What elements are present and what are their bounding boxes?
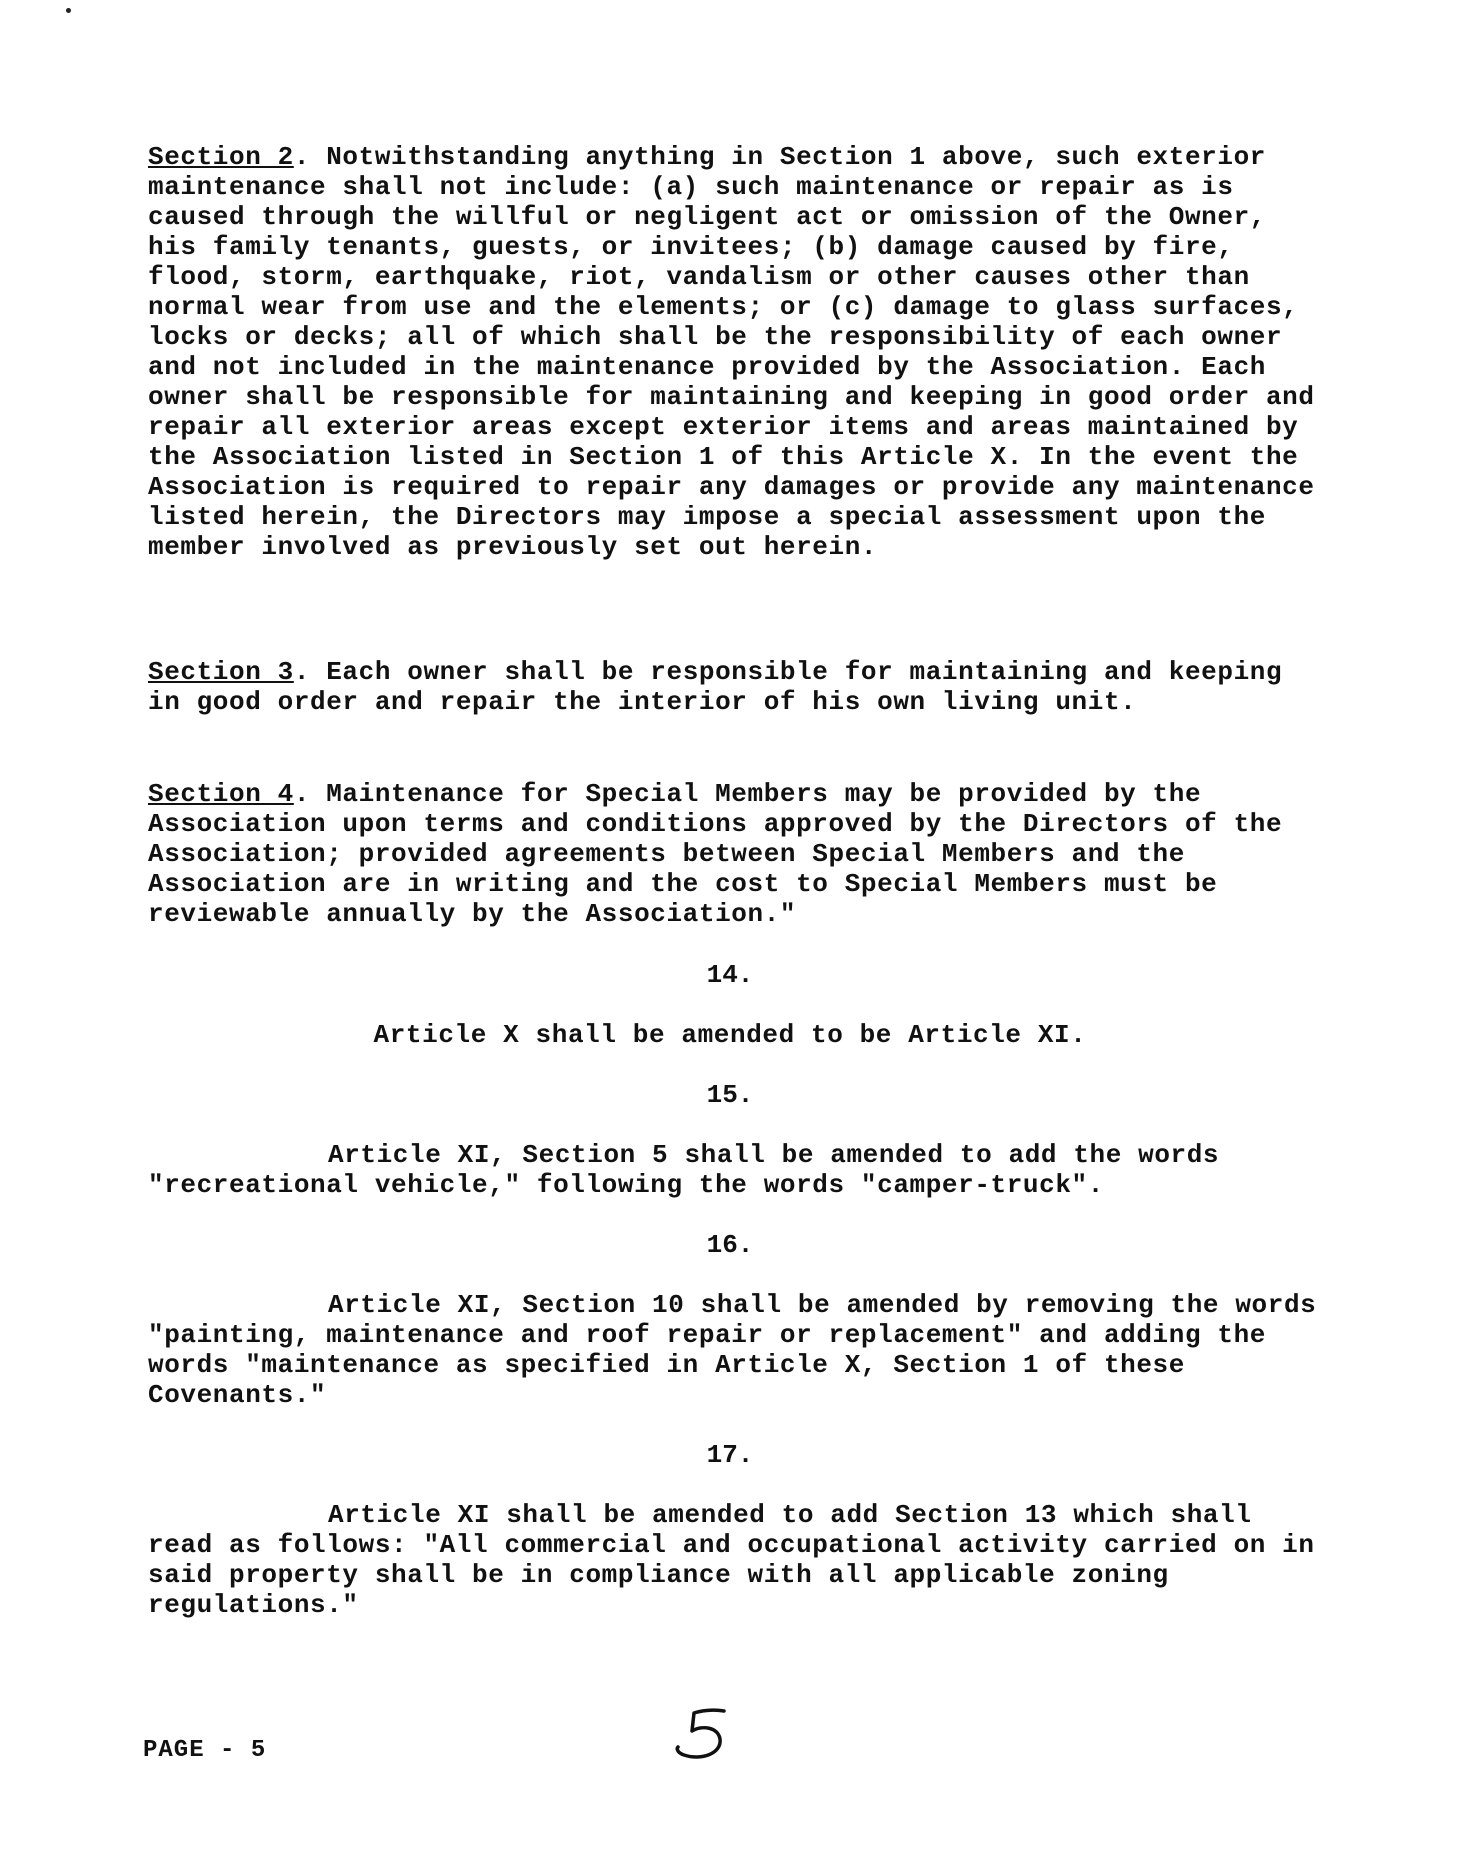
section-heading: Section 4 (148, 779, 294, 809)
item-number: 17. (706, 1440, 754, 1470)
section-3-paragraph (148, 657, 1328, 717)
section-4-paragraph (148, 779, 1328, 929)
scan-speck (66, 8, 71, 13)
item-text: Article XI, Section 10 shall be amended by removing the words "painting, maintenance and roof repair or replacement" and adding the words "maintenance as specified in Article X, Section 1 of these Covenants." (148, 1290, 1333, 1410)
item-text: Article XI shall be amended to add Section 13 which shall read as follows: "All commercial and occupational activity carried on in said property shall be in compliance with all applicable zoning regulations." (148, 1500, 1331, 1620)
section-heading: Section 2 (148, 142, 294, 172)
item-number: 16. (706, 1230, 754, 1260)
item-text: Article XI, Section 5 shall be amended to add the words "recreational vehicle," following the words "camper-truck". (148, 1140, 1236, 1200)
item-number: 14. (706, 960, 754, 990)
section-text: . Each owner shall be responsible for maintaining and keeping in good order and repair the interior of his own living unit. (148, 657, 1299, 717)
section-2-paragraph (148, 142, 1331, 562)
section-text: . Notwithstanding anything in Section 1 above, such exterior maintenance shall not include: (a) such maintenance or repair as is caused through the willful or negligent act or omission of the Owner, his family tenants, guests, or invitees; (b) damage caused by fire, flood, storm, earthquake, riot, vandalism or other causes other than normal wear from use and the elements; or (c) damage to glass surfaces, locks or decks; all of which shall be the responsibility of each owner and not included in the maintenance provided by the Association. Each owner shall be responsible for maintaining and keeping in good order and repair all exterior areas except exterior items and areas maintained by the Association listed in Section 1 of this Article X. In the event the Association is required to repair any damages or provide any maintenance listed herein, the Directors may impose a special assessment upon the member involved as previously set out herein. (148, 142, 1331, 562)
item-text: Article X shall be amended to be Article XI. (373, 1020, 1087, 1050)
section-text: . Maintenance for Special Members may be provided by the Association upon terms and conditions approved by the Directors of the Association; provided agreements between Special Members and the Association are in writing and the cost to Special Members must be reviewable annually by the Association." (148, 779, 1299, 929)
section-heading: Section 3 (148, 657, 294, 687)
item-number: 15. (706, 1080, 754, 1110)
page-label: PAGE - 5 (143, 1737, 267, 1764)
handwritten-page-number (672, 1705, 742, 1765)
